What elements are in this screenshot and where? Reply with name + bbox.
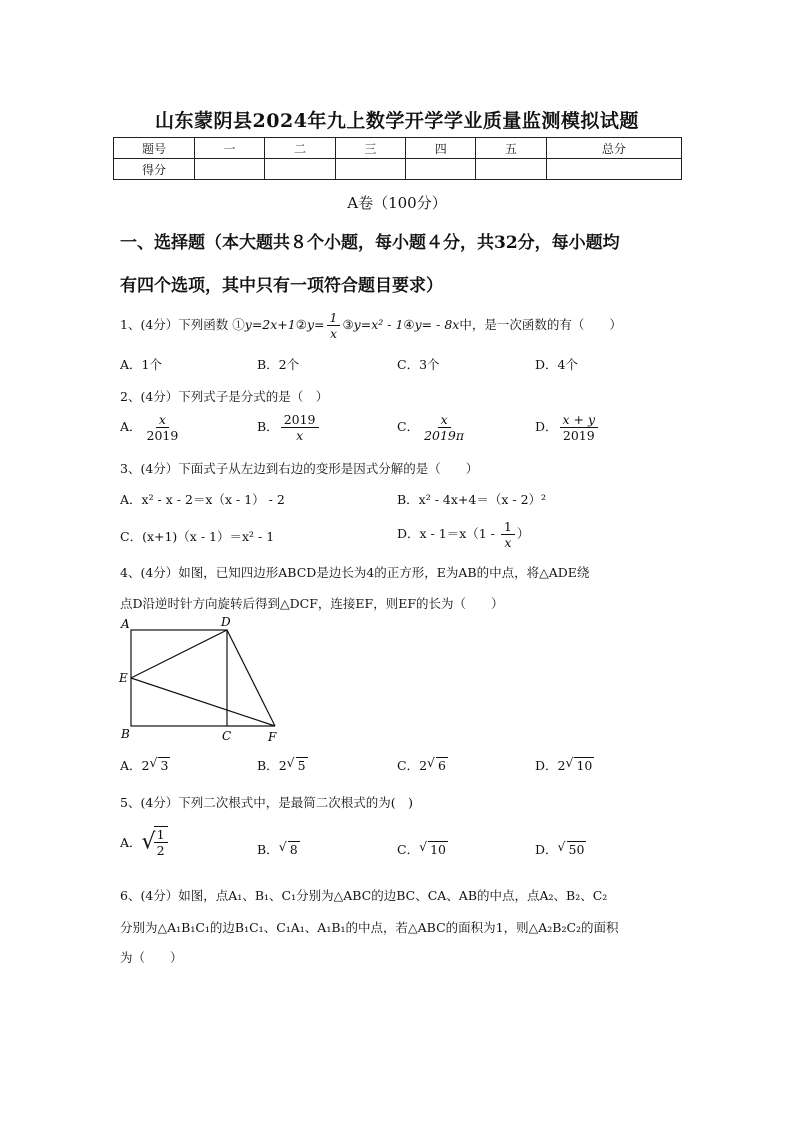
q4-option-d-radical: [565, 757, 594, 773]
q5-option-d[interactable]: [535, 840, 586, 858]
q5-option-d-radicand: 50: [568, 842, 585, 857]
q5-option-c-label: C．: [397, 842, 420, 857]
q2-stem: 2、(4分）下列式子是分式的是（ ）: [120, 389, 329, 404]
q1-option-b[interactable]: B．2个: [257, 357, 300, 372]
q4-option-b-label: B．: [257, 758, 279, 773]
q2-option-b-label: B．: [257, 419, 279, 434]
q5-option-a-num: 1: [154, 827, 168, 843]
score-table-header-cell: 二: [265, 138, 335, 159]
q4-option-d-coef: 2: [557, 758, 566, 773]
q3-option-b[interactable]: B．x² - 4x+4＝（x - 2）²: [397, 492, 547, 507]
q2-option-a-den: 2019: [146, 428, 179, 443]
q5-option-a-den: 2: [156, 843, 165, 858]
q4-line2: 点D沿逆时针方向旋转后得到△DCF，连接EF，则EF的长为（ ）: [120, 596, 504, 611]
q5-option-d-radical: [558, 841, 587, 857]
q3-option-d-post: ）: [516, 526, 530, 541]
q5-option-d-label: D．: [535, 842, 558, 857]
q4-option-c-radicand: 6: [438, 758, 446, 773]
q6-line1: 6、(4分）如图，点A₁、B₁、C₁分别为△ABC的边BC、CA、AB的中点，点A₂、B₂、C₂: [120, 888, 608, 903]
score-table-header-cell: 五: [476, 138, 546, 159]
score-table-header-cell: 三: [335, 138, 405, 159]
score-table-row-label: 得分: [114, 159, 195, 180]
score-table-header-cell: 题号: [114, 138, 195, 159]
q1-f2-fraction: [327, 310, 341, 341]
q5-option-a[interactable]: [120, 826, 170, 858]
score-table-header-cell: 总分: [546, 138, 681, 159]
q4-option-a-label: A．: [120, 758, 142, 773]
q4-option-a-radicand: 3: [160, 758, 169, 773]
q2-option-a[interactable]: [120, 412, 183, 443]
segment-ef: [131, 678, 275, 726]
q1-f1: y=2x+1: [244, 317, 296, 332]
score-cell[interactable]: [476, 159, 546, 180]
q4-option-c-coef: 2: [419, 758, 428, 773]
q3-option-d-pre: D．x - 1＝x（1 -: [397, 526, 499, 541]
q4-option-b-coef: 2: [278, 758, 287, 773]
q1-f4: y= - 8x: [414, 317, 460, 332]
q5-option-a-label: A．: [120, 835, 142, 850]
q6-line3: 为（ ）: [120, 950, 183, 965]
q2-option-b[interactable]: [257, 412, 321, 443]
point-label-c: C: [222, 729, 232, 743]
q2-option-c-label: C．: [397, 419, 420, 434]
q1-prefix: 1、(4分）下列函数 ①: [120, 317, 245, 332]
q2-option-b-num: 2019: [281, 412, 319, 428]
sqrt-icon: √: [557, 839, 566, 854]
page-title: 山东蒙阴县2024年九上数学开学学业质量监测模拟试题: [155, 110, 639, 132]
sqrt-icon: √: [419, 839, 428, 854]
q1-mid1: ②: [295, 317, 307, 332]
part1-title: [120, 222, 680, 308]
question-1: [120, 310, 680, 341]
q2-option-c-fraction: [421, 412, 467, 443]
point-label-b: B: [121, 727, 130, 741]
q5-stem: 5、(4分）下列二次根式中，是最简二次根式的为( ): [120, 795, 414, 810]
score-cell[interactable]: [335, 159, 405, 180]
q4-option-c[interactable]: [397, 756, 448, 774]
q6-line2: 分别为△A₁B₁C₁的边B₁C₁、C₁A₁、A₁B₁的中点，若△ABC的面积为1，则△A₂B₂C₂的面积: [120, 920, 619, 935]
q4-option-a-radical: [149, 757, 170, 773]
q1-mid2: ③: [342, 317, 354, 332]
point-label-f: F: [268, 730, 277, 744]
q3-option-d[interactable]: [397, 519, 529, 550]
score-table-score-row: [114, 159, 682, 180]
section-a-heading: A卷（100分）: [347, 194, 447, 212]
score-cell[interactable]: [265, 159, 335, 180]
q2-option-c[interactable]: [397, 412, 469, 443]
score-table: [113, 137, 682, 180]
segment-df: [227, 630, 275, 726]
point-label-e: E: [119, 671, 128, 685]
sqrt-icon: √: [149, 755, 158, 770]
part1-title-line2: 有四个选项，其中只有一项符合题目要求）: [120, 276, 443, 296]
score-cell[interactable]: [406, 159, 476, 180]
score-cell[interactable]: [195, 159, 265, 180]
square-abcd: [131, 630, 227, 726]
q5-option-c-radicand: 10: [430, 842, 446, 857]
q4-option-c-radical: [427, 757, 448, 773]
q2-option-a-fraction: [144, 412, 182, 443]
q4-option-b-radicand: 5: [297, 758, 306, 773]
q4-option-c-label: C．: [397, 758, 420, 773]
score-table-header-cell: 四: [406, 138, 476, 159]
q1-f2-den: x: [329, 326, 337, 341]
q1-f2-num: 1: [327, 310, 341, 326]
q1-mid3: ④: [403, 317, 415, 332]
q1-option-c[interactable]: C．3个: [397, 357, 440, 372]
q1-option-a[interactable]: A．1个: [120, 357, 162, 372]
q4-option-d[interactable]: [535, 756, 594, 774]
q5-option-b-radical: [279, 841, 300, 857]
q5-option-b-radicand: 8: [289, 842, 298, 857]
q2-option-a-label: A．: [120, 419, 142, 434]
q2-option-d-den: 2019: [562, 428, 595, 443]
q4-option-d-radicand: 10: [576, 758, 593, 773]
q3-option-c[interactable]: C．(x+1)（x - 1）＝x² - 1: [120, 529, 275, 544]
part1-title-line1: 一、选择题（本大题共８个小题，每小题４分，共32分，每小题均: [120, 233, 620, 253]
q4-figure: [115, 612, 290, 747]
q2-option-a-num: x: [156, 412, 169, 428]
q2-option-d-fraction: [560, 412, 599, 443]
q2-option-c-den: 2019π: [424, 428, 465, 443]
q4-option-b[interactable]: [257, 756, 308, 774]
segment-ed: [131, 630, 227, 678]
q5-option-c[interactable]: [397, 840, 448, 858]
q1-f3: y=x² - 1: [353, 317, 404, 332]
q4-option-a-coef: 2: [141, 758, 150, 773]
q1-f2-lhs: y=: [306, 317, 325, 332]
q4-option-b-radical: [287, 757, 308, 773]
q3-stem: 3、(4分）下面式子从左边到右边的变形是因式分解的是（ ）: [120, 461, 479, 476]
q4-line1: 4、(4分）如图，已知四边形ABCD是边长为4的正方形，E为AB的中点，将△ADE绕: [120, 565, 590, 580]
q2-option-b-den: x: [296, 428, 304, 443]
q2-option-c-num: x: [438, 412, 451, 428]
q3-option-d-num: 1: [501, 519, 515, 535]
q5-option-b[interactable]: [257, 840, 300, 858]
sqrt-icon: √: [286, 755, 295, 770]
q2-option-d[interactable]: [535, 412, 600, 443]
q5-option-b-label: B．: [257, 842, 279, 857]
q4-option-d-label: D．: [535, 758, 558, 773]
sqrt-icon: √: [141, 829, 156, 855]
q2-option-b-fraction: [281, 412, 319, 443]
sqrt-icon: √: [278, 839, 287, 854]
point-label-a: A: [121, 617, 130, 631]
score-table-header-row: [114, 138, 682, 159]
score-table-header-cell: 一: [195, 138, 265, 159]
score-cell[interactable]: [546, 159, 681, 180]
q3-option-d-fraction: [501, 519, 515, 550]
q1-suffix: 中，是一次函数的有（ ）: [459, 317, 622, 332]
q5-option-a-fraction: [154, 826, 168, 858]
q2-option-d-label: D．: [535, 419, 558, 434]
q3-option-d-den: x: [504, 535, 512, 550]
q3-option-a[interactable]: A．x² - x - 2＝x（x - 1） - 2: [120, 492, 285, 507]
point-label-d: D: [221, 615, 231, 629]
q4-option-a[interactable]: [120, 756, 170, 774]
q2-option-d-num: x + y: [560, 412, 599, 428]
q5-option-c-radical: [419, 841, 448, 857]
q1-option-d[interactable]: D．4个: [535, 357, 578, 372]
sqrt-icon: √: [427, 755, 435, 770]
sqrt-icon: √: [565, 755, 574, 770]
